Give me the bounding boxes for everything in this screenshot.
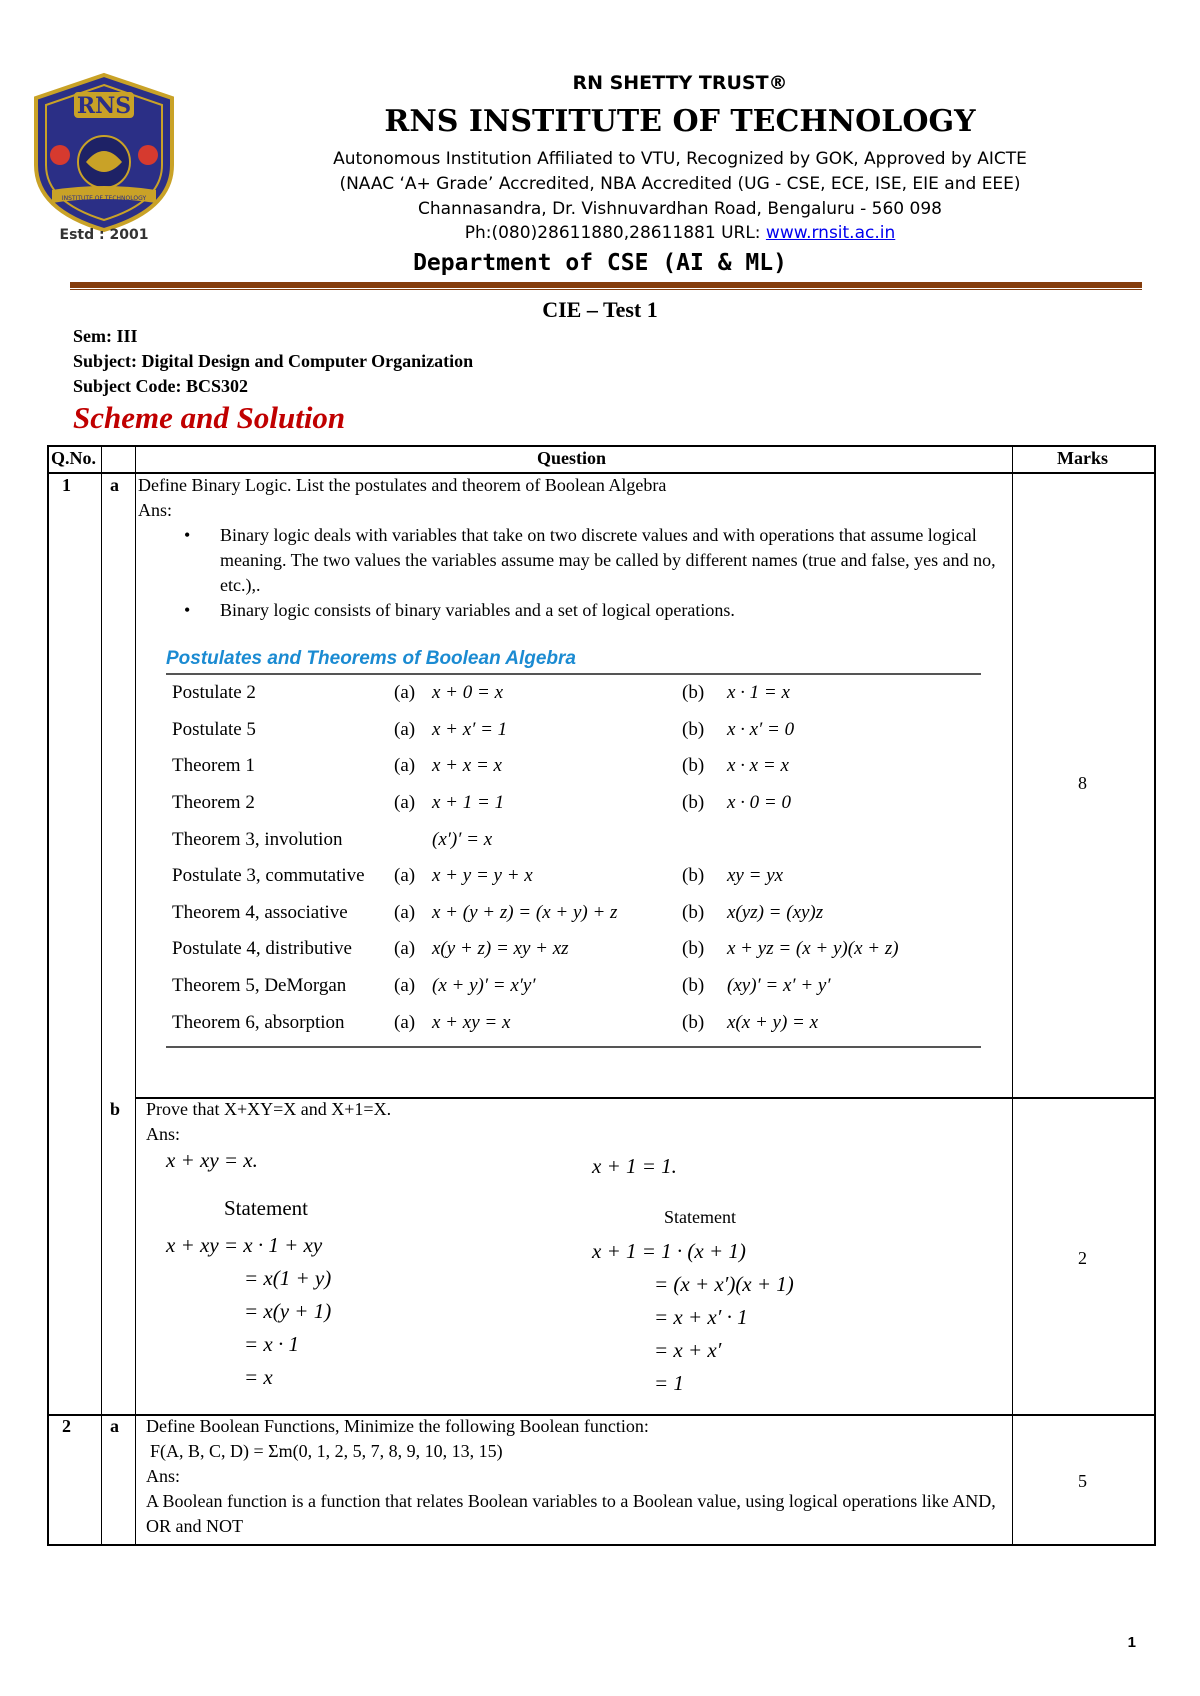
- header-divider: [70, 282, 1142, 288]
- postulate-name: Theorem 4, associative: [172, 901, 348, 923]
- postulates-table: [166, 635, 981, 1048]
- proof1-statement-label: Statement: [224, 1196, 308, 1220]
- postulate-label-a: (a): [394, 975, 416, 997]
- postulate-expr-b: x + yz = (x + y)(x + z): [727, 938, 899, 960]
- proof1-step-2: = x(1 + y): [244, 1266, 332, 1290]
- subject-name: Subject: Digital Design and Computer Organization: [73, 351, 474, 371]
- postulate-expr-a: x(y + z) = xy + xz: [432, 938, 569, 960]
- address-line: Channasandra, Dr. Vishnuvardhan Road, Bengaluru - 560 098: [418, 199, 942, 219]
- postulate-name: Theorem 5, DeMorgan: [172, 975, 347, 997]
- proof2-step-3: = x + x′ · 1: [654, 1305, 748, 1329]
- col-divider-part: [135, 447, 136, 1544]
- q1b-ans-label: Ans:: [146, 1124, 181, 1144]
- postulate-expr-a: x + 1 = 1: [432, 792, 505, 814]
- postulate-label-b: (b): [682, 938, 705, 960]
- proof1-equation: x + xy = x.: [166, 1148, 258, 1172]
- proof1-step-4: = x · 1: [244, 1332, 299, 1356]
- trust-name: RN SHETTY TRUST®: [572, 72, 788, 94]
- postulate-name: Theorem 3, involution: [172, 828, 343, 850]
- department-title: Department of CSE (AI & ML): [413, 250, 787, 276]
- q1a-bullet-2: • Binary logic consists of binary variables and a set of logical operations.: [138, 598, 1008, 623]
- postulate-expr-a: (x + y)′ = x′y′: [432, 975, 536, 997]
- q1b-marks: 2: [1078, 1248, 1087, 1268]
- q1b-question: Prove that X+XY=X and X+1=X.: [146, 1099, 392, 1119]
- test-title: CIE – Test 1: [542, 297, 658, 322]
- q1-number: 1: [62, 475, 71, 495]
- q2a-answer-text: A Boolean function is a function that relates Boolean variables to a Boolean value, using logical operations like AND, OR and NOT: [146, 1491, 996, 1536]
- postulate-label-a: (a): [394, 755, 416, 777]
- postulate-row: [166, 748, 981, 785]
- postulate-row: [166, 821, 981, 858]
- postulate-label-b: [682, 821, 727, 858]
- postulate-row: [166, 895, 981, 932]
- postulate-label-a: (a): [394, 938, 416, 960]
- postulate-row: [166, 1004, 981, 1041]
- postulate-expr-a: x + xy = x: [432, 1011, 511, 1033]
- scheme-title: Scheme and Solution: [73, 400, 346, 435]
- postulate-expr-b: x(yz) = (xy)z: [727, 901, 824, 923]
- postulate-expr-b: x · 1 = x: [727, 682, 790, 704]
- postulate-expr-b: xy = yx: [727, 865, 784, 887]
- proof2-step-5: = 1: [654, 1371, 684, 1395]
- postulate-label-a: (a): [394, 1011, 416, 1033]
- q1a-marks: 8: [1078, 773, 1087, 793]
- postulate-name: Postulate 2: [172, 682, 256, 704]
- q1a-ans-label: Ans:: [138, 500, 173, 520]
- postulate-expr-a: (x′)′ = x: [432, 828, 493, 850]
- q2a-ans-label: Ans:: [146, 1466, 181, 1486]
- proof1-step-3: = x(y + 1): [244, 1299, 332, 1323]
- q1b-part: b: [110, 1099, 121, 1119]
- institute-name: RNS INSTITUTE OF TECHNOLOGY: [384, 104, 976, 139]
- postulate-label-a: (a): [394, 865, 416, 887]
- page-number: 1: [1127, 1634, 1136, 1651]
- postulate-label-a: [394, 821, 432, 858]
- postulate-name: Postulate 3, commutative: [172, 865, 365, 887]
- postulate-expr-b: x · x = x: [727, 755, 789, 777]
- postulate-label-b: (b): [682, 792, 705, 814]
- q1a-question-text: Define Binary Logic. List the postulates and theorem of Boolean Algebra: [138, 475, 667, 495]
- postulate-expr-b: (xy)′ = x′ + y′: [727, 975, 831, 997]
- postulate-name: Theorem 2: [172, 792, 255, 814]
- postulate-expr-a: x + y = y + x: [432, 865, 533, 887]
- postulate-expr-b: x(x + y) = x: [727, 1011, 819, 1033]
- q1a-bullet-1: • Binary logic deals with variables that take on two discrete values and with operations that assume logical meaning. The two values the variables assume may be called by different names (true and false, yes and no, etc.),.: [138, 523, 1008, 598]
- postulate-name: Theorem 6, absorption: [172, 1011, 345, 1033]
- logo-ribbon-text: INSTITUTE OF TECHNOLOGY: [61, 195, 147, 202]
- postulate-label-b: (b): [682, 682, 705, 704]
- postulates-bottom-rule: [166, 1046, 981, 1048]
- postulate-name: Postulate 5: [172, 718, 256, 740]
- proof1-step-1: x + xy = x · 1 + xy: [166, 1233, 323, 1257]
- postulate-row: [166, 931, 981, 968]
- contact-line: [200, 223, 1160, 243]
- postulate-label-a: (a): [394, 901, 416, 923]
- q2a-question-text: Define Boolean Functions, Minimize the following Boolean function:: [146, 1416, 649, 1436]
- postulate-name: Theorem 1: [172, 755, 255, 777]
- logo-estd: Estd : 2001: [59, 227, 149, 240]
- proof2-step-4: = x + x′: [654, 1338, 722, 1362]
- q2a-question: [146, 1414, 1008, 1539]
- postulate-label-a: (a): [394, 682, 416, 704]
- q2-number: 2: [62, 1416, 71, 1436]
- postulate-expr-a: x + (y + z) = (x + y) + z: [432, 901, 618, 923]
- proof2-statement-label: Statement: [664, 1207, 736, 1227]
- website-link[interactable]: www.rnsit.ac.in: [765, 223, 896, 243]
- postulate-expr-b: [727, 821, 981, 858]
- q2a-marks: 5: [1078, 1471, 1087, 1491]
- postulate-expr-a: x + x = x: [432, 755, 502, 777]
- postulate-row: [166, 675, 981, 712]
- phone-text: Ph:(080)28611880,28611881 URL:: [464, 223, 766, 243]
- logo-rns-text: RNS: [76, 93, 132, 119]
- postulate-label-b: (b): [682, 975, 705, 997]
- postulate-expr-a: x + x′ = 1: [432, 718, 508, 740]
- q1a-question: [138, 473, 1008, 623]
- postulate-expr-b: x · 0 = 0: [727, 792, 792, 814]
- header-divider-thin: [70, 289, 1142, 290]
- postulate-label-b: (b): [682, 755, 705, 777]
- postulate-expr-a: x + 0 = x: [432, 682, 504, 704]
- postulate-label-b: (b): [682, 901, 705, 923]
- postulate-label-b: (b): [682, 718, 705, 740]
- subject-code: Subject Code: BCS302: [73, 376, 249, 396]
- postulate-label-a: (a): [394, 792, 416, 814]
- postulate-label-b: (b): [682, 865, 705, 887]
- q1a-part: a: [110, 475, 119, 495]
- q2a-part: a: [110, 1416, 119, 1436]
- proof2-equation: x + 1 = 1.: [592, 1154, 677, 1178]
- header-question: Question: [536, 448, 606, 468]
- col-divider-marks: [1012, 447, 1013, 1544]
- header-qno: Q.No.: [51, 448, 96, 468]
- q2a-function: F(A, B, C, D) = Σm(0, 1, 2, 5, 7, 8, 9, 10, 13, 15): [150, 1441, 503, 1461]
- col-divider-num: [101, 447, 102, 1544]
- postulate-row: [166, 785, 981, 822]
- semester: Sem: III: [73, 326, 138, 346]
- header-marks: Marks: [1057, 448, 1108, 468]
- accreditation-line: (NAAC ‘A+ Grade’ Accredited, NBA Accredited (UG - CSE, ECE, ISE, EIE and EEE): [339, 174, 1021, 194]
- postulate-row: [166, 712, 981, 749]
- postulate-row: [166, 968, 981, 1005]
- postulate-label-b: (b): [682, 1011, 705, 1033]
- postulates-rows: [166, 675, 981, 1041]
- postulate-name: Postulate 4, distributive: [172, 938, 352, 960]
- proof2-step-2: = (x + x′)(x + 1): [654, 1272, 794, 1296]
- postulate-label-a: (a): [394, 718, 416, 740]
- proof1-step-5: = x: [244, 1365, 273, 1389]
- postulates-title: Postulates and Theorems of Boolean Algebra: [166, 648, 576, 669]
- postulate-row: [166, 858, 981, 895]
- proof2-step-1: x + 1 = 1 · (x + 1): [592, 1239, 746, 1263]
- institute-logo: [24, 70, 184, 240]
- postulate-expr-b: x · x′ = 0: [727, 718, 795, 740]
- affiliation-line: Autonomous Institution Affiliated to VTU, Recognized by GOK, Approved by AICTE: [333, 149, 1027, 169]
